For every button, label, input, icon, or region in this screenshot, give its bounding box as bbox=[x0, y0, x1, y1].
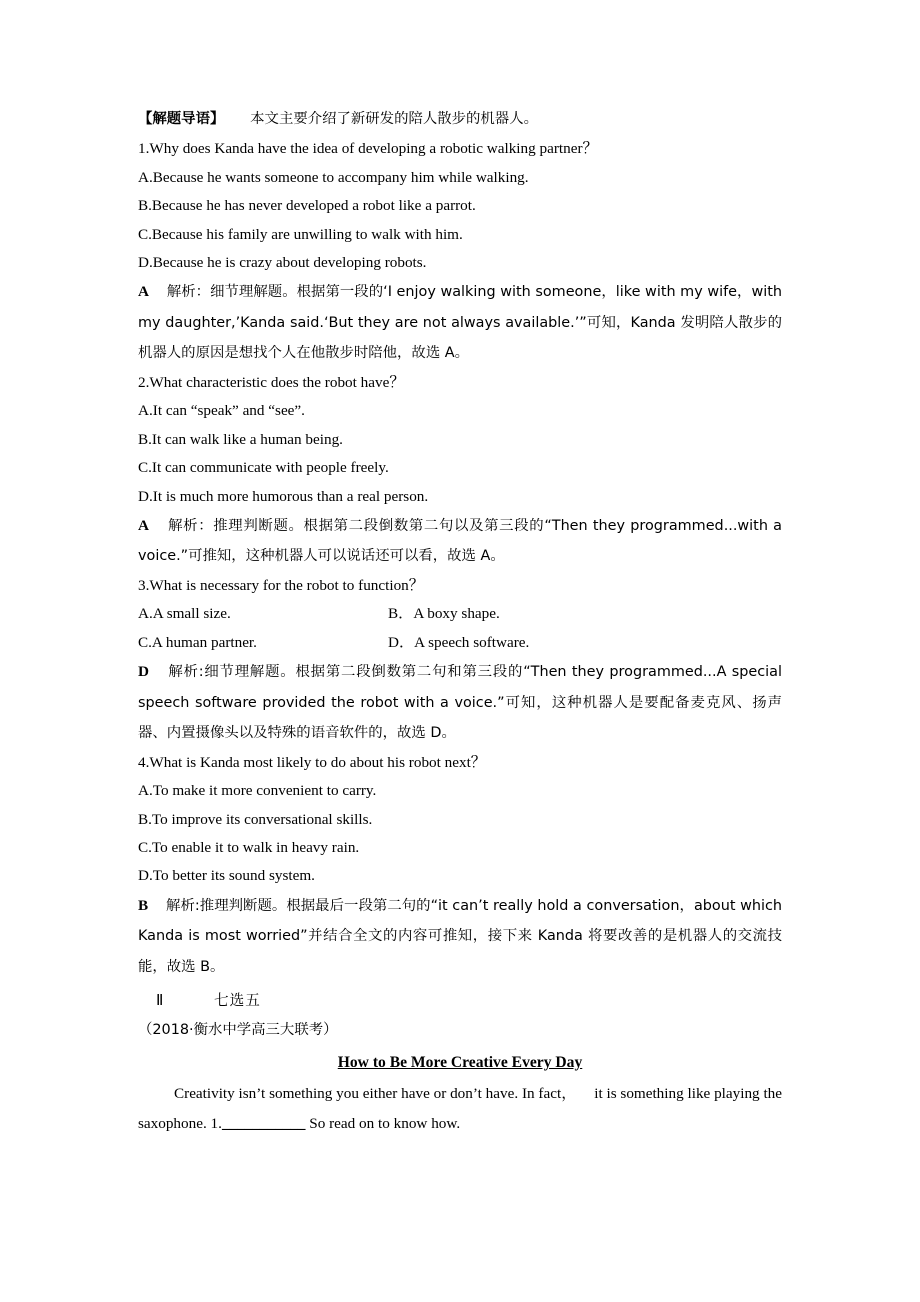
question-2-option-d: D.It is much more humorous than a real person. bbox=[138, 487, 429, 505]
question-1-option-b: B.Because he has never developed a robot like a parrot. bbox=[138, 197, 476, 215]
question-stem bbox=[138, 369, 782, 397]
guide-text: 本文主要介绍了新研发的陪人散步的机器人。 bbox=[250, 111, 538, 127]
explain-label: 解析: bbox=[167, 664, 204, 681]
option-item[interactable] bbox=[138, 862, 782, 890]
option-item[interactable] bbox=[138, 249, 782, 277]
option-item[interactable] bbox=[138, 397, 782, 425]
question-4-stem: 4.What is Kanda most likely to do about his robot next？ bbox=[138, 753, 486, 771]
section-label: 七选五 bbox=[214, 992, 261, 1010]
article-text-part1: Creativity isn’t something you either have or don’t have. In fact， bbox=[174, 1085, 577, 1103]
question-stem bbox=[138, 572, 782, 600]
question-2-stem: 2.What characteristic does the robot have？ bbox=[138, 373, 405, 391]
answer-explanation bbox=[138, 511, 782, 572]
question-4-option-c: C.To enable it to walk in heavy rain. bbox=[138, 838, 360, 856]
option-item[interactable] bbox=[138, 426, 782, 454]
answer-explanation bbox=[138, 891, 782, 983]
question-4-option-d: D.To better its sound system. bbox=[138, 867, 315, 885]
option-item[interactable] bbox=[138, 806, 782, 834]
option-item[interactable] bbox=[138, 221, 782, 249]
question-2-option-a: A.It can “speak” and “see”. bbox=[138, 402, 305, 420]
explain-text: 细节理解题。根据第二段倒数第二句和第三段的“Then they programmed...A special speech software provided the robot with a voice.”可知，这种机器人是要配备麦克风、扬声器、内置摄像头以及特殊的语音软件的，故选 D。 bbox=[138, 664, 782, 742]
blank-1[interactable]: ___________ bbox=[221, 1115, 306, 1133]
guide-label: 【解题导语】 bbox=[138, 111, 225, 127]
article-text-part3: So read on to know how. bbox=[305, 1115, 461, 1133]
answer-key: D bbox=[138, 663, 149, 681]
question-1-stem: 1.Why does Kanda have the idea of developing a robotic walking partner？ bbox=[138, 140, 598, 158]
section-source: （2018·衡水中学高三大联考） bbox=[138, 1022, 338, 1039]
question-3-stem: 3.What is necessary for the robot to function？ bbox=[138, 576, 424, 594]
answer-key: B bbox=[138, 896, 149, 914]
option-row bbox=[138, 600, 782, 628]
question-2-option-c: C.It can communicate with people freely. bbox=[138, 459, 389, 477]
question-3-option-c[interactable]: C.A human partner. bbox=[138, 633, 257, 651]
option-item[interactable] bbox=[138, 483, 782, 511]
question-4-option-b: B.To improve its conversational skills. bbox=[138, 810, 373, 828]
option-item[interactable] bbox=[138, 777, 782, 805]
article-paragraph bbox=[138, 1079, 782, 1139]
article-title: How to Be More Creative Every Day bbox=[337, 1054, 583, 1072]
explain-text: 推理判断题。根据第二段倒数第二句以及第三段的“Then they programmed...with a voice.”可推知，这种机器人可以说话还可以看，故选 A。 bbox=[138, 517, 782, 565]
guide-line bbox=[138, 105, 782, 133]
option-item[interactable] bbox=[138, 834, 782, 862]
option-row bbox=[138, 629, 782, 657]
question-1-option-d: D.Because he is crazy about developing robots. bbox=[138, 254, 427, 272]
section-number: Ⅱ bbox=[156, 992, 164, 1010]
question-1-option-c: C.Because his family are unwilling to walk with him. bbox=[138, 225, 463, 243]
explain-text: 推理判断题。根据最后一段第二句的“it can’t really hold a conversation，about which Kanda is most worried”并结合全文的内容可推知，接下来 Kanda 将要改善的是机器人的交流技能，故选 B。 bbox=[138, 897, 782, 975]
question-3-option-d[interactable]: D．A speech software. bbox=[388, 633, 530, 651]
answer-explanation bbox=[138, 277, 782, 369]
explain-label: 解析: bbox=[165, 897, 200, 914]
answer-key: A bbox=[138, 283, 149, 301]
option-item[interactable] bbox=[138, 454, 782, 482]
question-1-option-a: A.Because he wants someone to accompany him while walking. bbox=[138, 168, 529, 186]
question-stem bbox=[138, 135, 782, 163]
option-item[interactable] bbox=[138, 192, 782, 220]
section-heading bbox=[138, 986, 782, 1016]
question-stem bbox=[138, 749, 782, 777]
question-4-option-a: A.To make it more convenient to carry. bbox=[138, 782, 377, 800]
explain-label: 解析： bbox=[166, 284, 211, 301]
option-item[interactable] bbox=[138, 164, 782, 192]
question-3-option-a[interactable]: A.A small size. bbox=[138, 605, 231, 623]
question-2-option-b: B.It can walk like a human being. bbox=[138, 430, 343, 448]
explain-label: 解析： bbox=[167, 517, 214, 534]
answer-explanation bbox=[138, 657, 782, 749]
explain-text: 细节理解题。根据第一段的‘I enjoy walking with someone，like with my wife，with my daughter,’Kanda said.‘But they are not always available.’”可知，Kanda 发明陪人散步的机器人的原因是想找个人在他散步时陪他，故选 A。 bbox=[138, 284, 782, 362]
article-text-part2: it is something like playing the saxophone. 1. bbox=[138, 1085, 783, 1133]
answer-key: A bbox=[138, 516, 149, 534]
question-3-option-b[interactable]: B．A boxy shape. bbox=[388, 605, 500, 623]
